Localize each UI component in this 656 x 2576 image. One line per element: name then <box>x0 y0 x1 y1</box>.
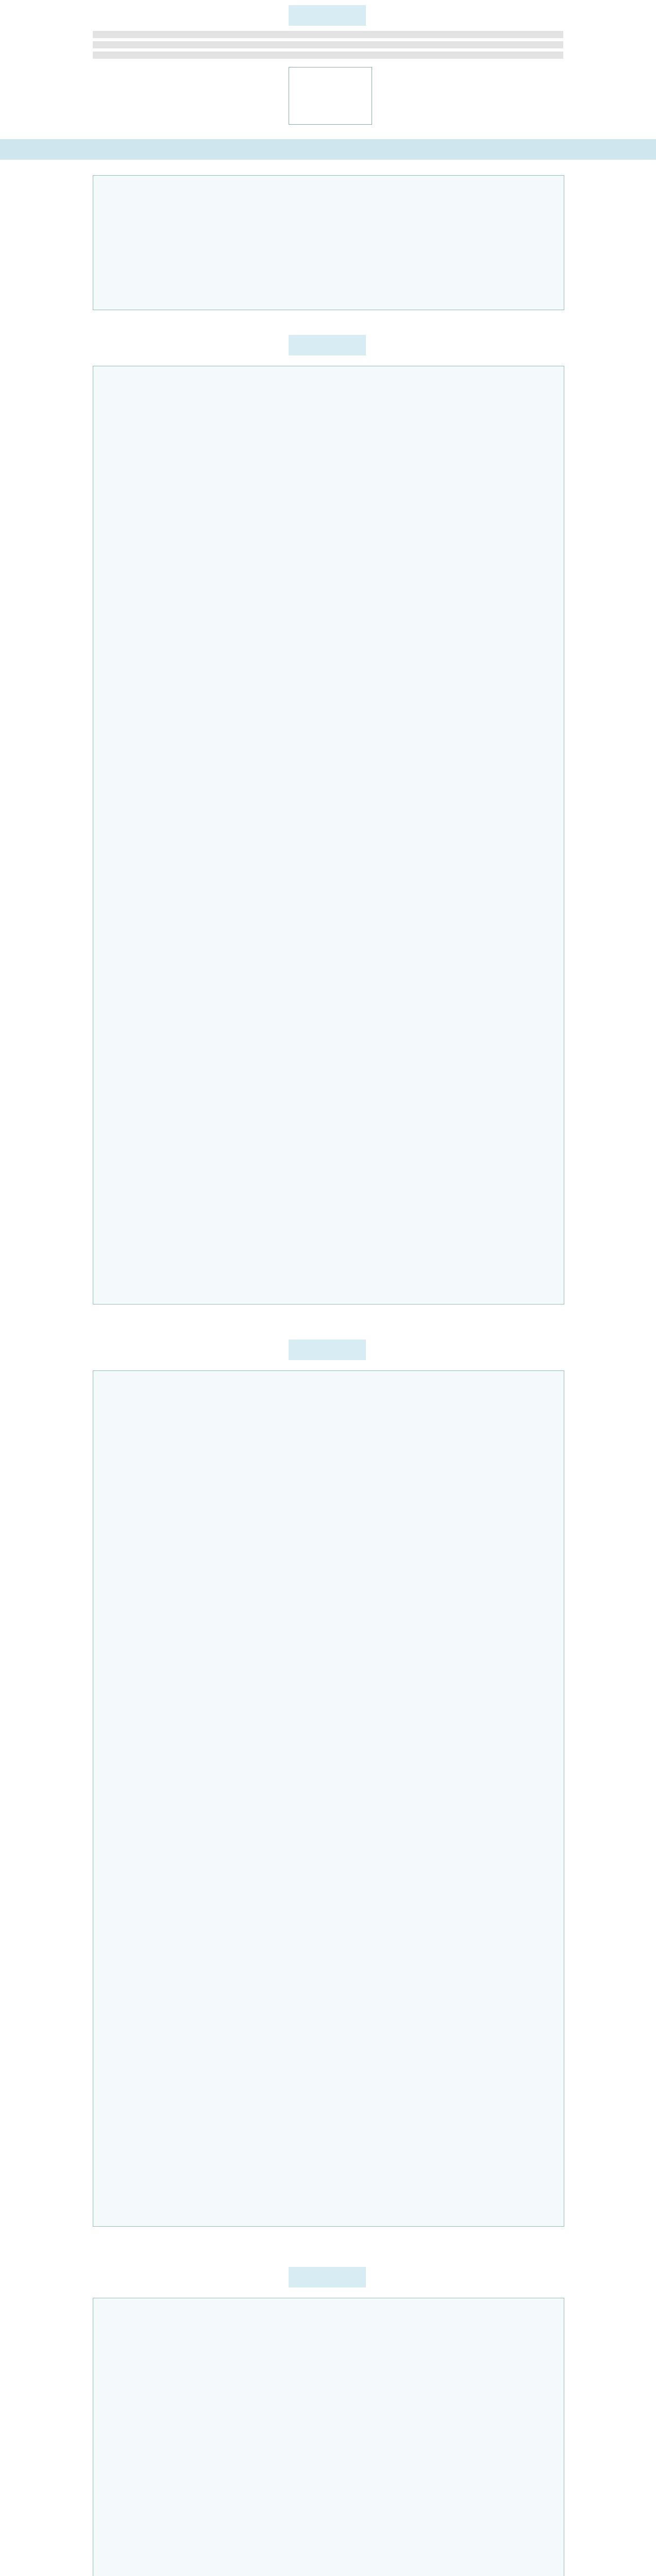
inductance-table-region-2 <box>0 1334 656 2262</box>
inductance-table-region-3 <box>0 2262 656 2576</box>
features-text-block <box>93 41 563 48</box>
inductance-table-region-1 <box>0 330 656 1334</box>
inductance-table-block <box>93 366 564 1304</box>
dimension-drawing-block <box>289 67 372 125</box>
brand-logo-block <box>289 5 366 26</box>
features-text-block <box>93 31 563 38</box>
dimension-table-block <box>93 175 564 310</box>
applications-text-block <box>93 52 563 59</box>
brand-logo-block <box>289 1340 366 1360</box>
inductance-table-block <box>93 1370 564 2227</box>
brand-logo-block <box>289 2267 366 2287</box>
inductance-table-block <box>93 2298 564 2576</box>
header-and-spec-region <box>0 0 656 330</box>
brand-logo-block <box>289 335 366 355</box>
series-title-band <box>0 139 656 160</box>
